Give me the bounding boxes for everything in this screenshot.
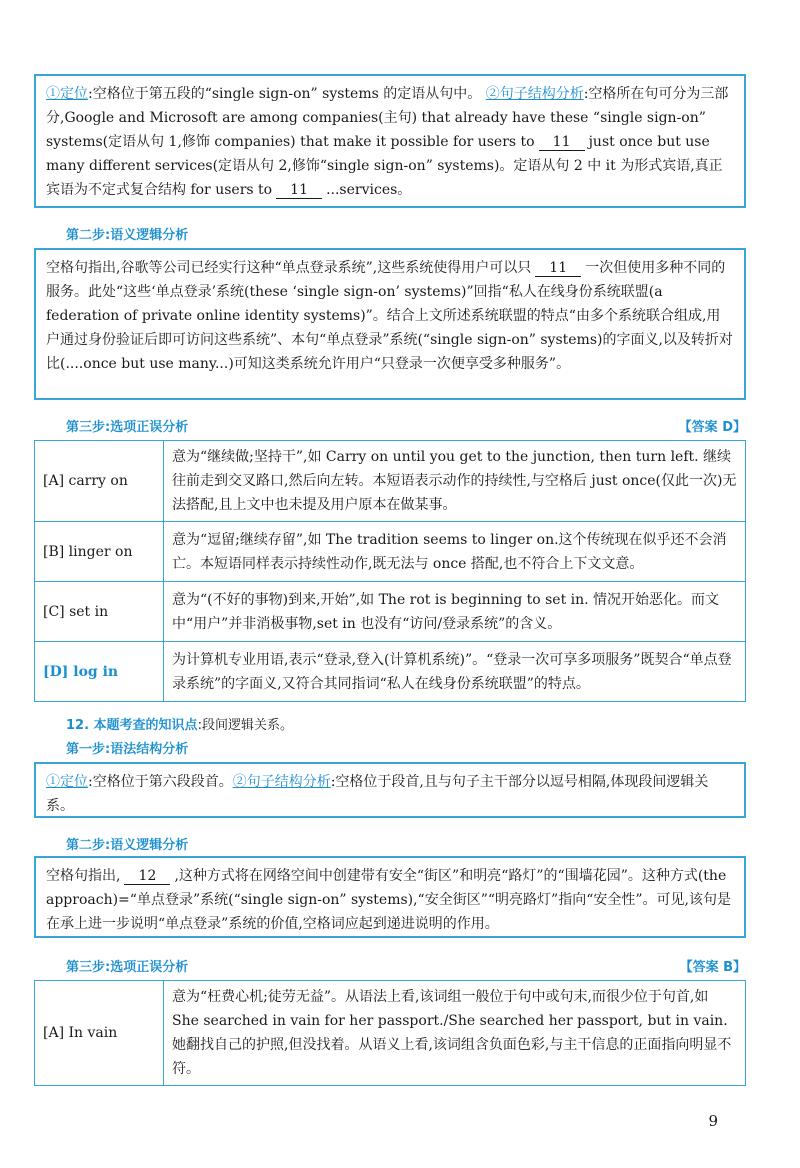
q11-blank: 11 — [539, 134, 585, 151]
q11-step2-box — [34, 248, 746, 400]
option-label: [C] set in — [35, 582, 164, 642]
q12-heading — [66, 714, 293, 733]
q11-step2-text-b: 一次但使用多种不同的服务。此处“这些‘单点登录’系统(these ‘single sign-on’ systems)”回指“私人在线身份系统联盟(a federation of private online identity systems)”。结合上文所述系统联盟的特点“由多个系统联合组成,用户通过身份验证后即可访问这些系统”、本句“单点登录”系统(“single sign-on” systems)的字面义,以及转折对比(....once but use many...)可知这类系统允许用户“只登录一次便享受多种服务”。 — [46, 260, 733, 372]
q11-options-table — [34, 440, 746, 702]
q12-locate-text: :空格位于第六段段首。 — [88, 774, 233, 790]
table-row — [35, 582, 746, 642]
table-row — [35, 522, 746, 582]
option-label: [A] In vain — [35, 981, 164, 1086]
table-row — [35, 642, 746, 702]
q12-step2-text-a: 空格句指出, — [46, 868, 121, 884]
q11-step1-paragraph — [46, 82, 734, 202]
q12-step1-paragraph — [46, 770, 734, 818]
q11-blank-2: 11 — [276, 182, 322, 199]
q12-step2-text-b: ,这种方式将在网络空间中创建带有安全“街区”和明亮“路灯”的“围墙花园”。这种方式(the approach)=“单点登录”系统(“single sign-on” systems),“安全街区”“明亮路灯”指向“安全性”。可见,该句是在承上进一步说明“单点登录”系统的价值,空格词应起到递进说明的作用。 — [46, 868, 731, 932]
q12-step1-box — [34, 762, 746, 818]
q12-heading-text: :段间逻辑关系。 — [197, 718, 293, 733]
option-text: 意为“(不好的事物)到来,开始”,如 The rot is beginning to set in. 情况开始恶化。而文中“用户”并非消极事物,set in 也没有“访问/登录系统”的含义。 — [164, 582, 746, 642]
q11-answer: 【答案 D】 — [678, 420, 746, 435]
option-text: 为计算机专业用语,表示“登录,登入(计算机系统)”。“登录一次可享多项服务”既契合“单点登录系统”的字面义,又符合其同指词“私人在线身份系统联盟”的特点。 — [164, 642, 746, 702]
q12-answer: 【答案 B】 — [679, 960, 746, 975]
q11-step3-title: 第三步:选项正误分析 — [66, 420, 189, 435]
q11-struct-text-b: just once but use many different services(定语从句 2,修饰“single sign-on” systems)。定语从句 2 中 it 为形式宾语,真正宾语为不定式复合结构 for users to — [46, 134, 723, 198]
q12-locate-label: ①定位 — [46, 774, 88, 790]
q11-step2-text-a: 空格句指出,谷歌等公司已经实行这种“单点登录系统”,这些系统使得用户可以只 — [46, 260, 532, 276]
q11-step2-title: 第二步:语义逻辑分析 — [66, 228, 189, 243]
q12-step2-title: 第二步:语义逻辑分析 — [66, 838, 189, 853]
q12-step3-title: 第三步:选项正误分析 — [66, 960, 189, 975]
q11-struct-label: ②句子结构分析 — [485, 86, 584, 102]
q11-step2-paragraph — [46, 256, 734, 376]
q11-struct-text-a: :空格所在句可分为三部分,Google and Microsoft are among companies(主句) that already have these “single sign-on” systems(定语从句 1,修饰 companies) that make it possible for users to — [46, 86, 729, 150]
table-row — [35, 441, 746, 522]
table-row — [35, 981, 746, 1086]
option-label-correct: [D] log in — [35, 642, 164, 702]
q11-locate-label: ①定位 — [46, 86, 88, 102]
page-number: 9 — [708, 1112, 718, 1130]
q12-step2-paragraph — [46, 864, 734, 936]
q11-step1-box — [34, 74, 746, 208]
option-text: 意为“枉费心机;徒劳无益”。从语法上看,该词组一般位于句中或句末,而很少位于句首,如 She searched in vain for her passport./She searched her passport, but in vain. 她翻找自己的护照,但没找着。从语义上看,该词组含负面色彩,与主干信息的正面指向明显不符。 — [164, 981, 746, 1086]
q12-blank: 12 — [124, 868, 170, 885]
q12-options-table — [34, 980, 746, 1086]
q11-locate-text: :空格位于第五段的“single sign-on” systems 的定语从句中。 — [88, 86, 482, 102]
option-label: [B] linger on — [35, 522, 164, 582]
option-text: 意为“逗留;继续存留”,如 The tradition seems to linger on.这个传统现在似乎还不会消亡。本短语同样表示持续性动作,既无法与 once 搭配,也不符合上下文文意。 — [164, 522, 746, 582]
q12-struct-label: ②句子结构分析 — [232, 774, 331, 790]
q11-struct-text-c: ...services。 — [326, 182, 412, 198]
q11-step2-blank: 11 — [535, 260, 581, 277]
q12-step1-title: 第一步:语法结构分析 — [66, 742, 189, 757]
option-text: 意为“继续做;坚持干”,如 Carry on until you get to the junction, then turn left. 继续往前走到交叉路口,然后向左转。本短语表示动作的持续性,与空格后 just once(仅此一次)无法搭配,且上文中也未提及用户原本在做某事。 — [164, 441, 746, 522]
q12-heading-num: 12. 本题考查的知识点 — [66, 718, 198, 733]
option-label: [A] carry on — [35, 441, 164, 522]
q12-struct-text: :空格位于段首,且与句子主干部分以逗号相隔,体现段间逻辑关系。 — [46, 774, 709, 814]
q12-step2-box — [34, 856, 746, 938]
